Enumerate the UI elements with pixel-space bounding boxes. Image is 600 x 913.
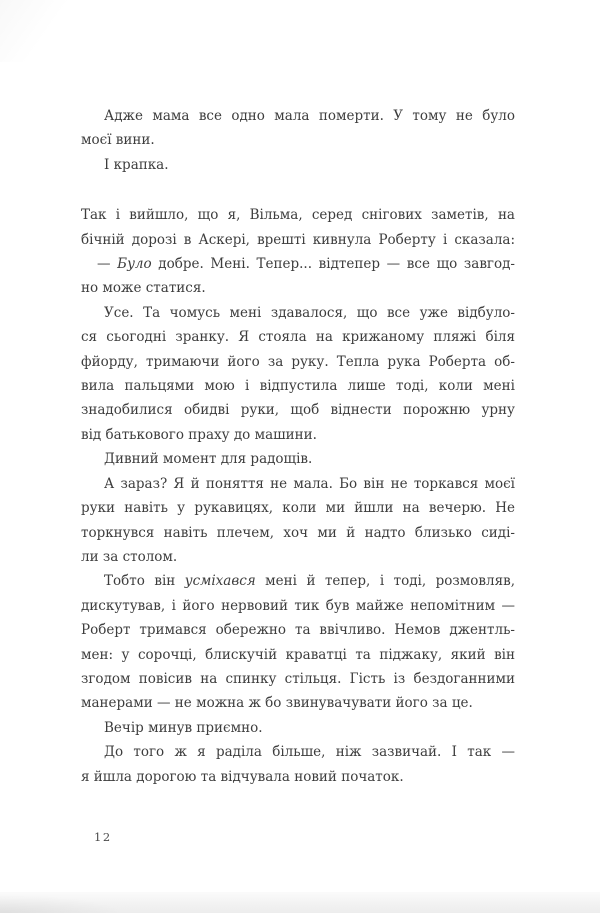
text-line — [81, 472, 515, 496]
text-segment: добре. Мені. Тепер... відтепер — все що завгод- — [151, 256, 515, 273]
paragraph — [81, 447, 515, 471]
text-line — [81, 228, 515, 252]
paragraph — [81, 472, 515, 570]
text-segment: Усе. Та чомусь мені здавалося, що все уже відбуло- — [104, 304, 515, 321]
text-line — [81, 643, 515, 667]
paragraph — [81, 203, 515, 252]
text-segment: Тобто він — [104, 573, 185, 590]
paragraph — [81, 716, 515, 740]
text-line — [81, 447, 515, 471]
text-line — [81, 618, 515, 642]
text-line — [81, 545, 515, 569]
text-segment: А зараз? Я й поняття не мала. Бо він не торкався моєї — [104, 475, 515, 492]
text-segment: фйорду, тримаючи його за руку. Тепла рука Роберта об- — [81, 353, 515, 370]
paragraph — [81, 252, 515, 301]
text-line — [81, 301, 515, 325]
paragraph — [81, 740, 515, 789]
text-segment: Адже мама все одно мала померти. У тому не було — [104, 108, 515, 124]
text-line — [81, 667, 515, 691]
text-segment: манерами — не можна ж бо звинувачувати його за це. — [81, 695, 473, 712]
text-segment: ли за столом. — [81, 548, 178, 565]
text-line — [81, 350, 515, 374]
paragraph — [81, 153, 515, 177]
italic-text: Було — [117, 256, 152, 273]
text-line — [81, 252, 515, 276]
text-line — [81, 716, 515, 740]
text-segment: — — [97, 256, 118, 273]
text-segment: І крапка. — [104, 156, 169, 173]
text-line — [81, 594, 515, 618]
text-segment: бічній дорозі в Аскері, врешті кивнула Роберту і сказала: — [81, 231, 515, 248]
text-line — [81, 325, 515, 349]
text-segment: мен: у сорочці, блискучій краватці та піджаку, який він — [81, 646, 515, 663]
text-segment: торкнувся навіть плечем, хоч ми й надто близько сиді- — [81, 524, 515, 541]
text-segment: від батькового праху до машини. — [81, 426, 317, 443]
page-edge-shadow-top-left — [0, 0, 85, 62]
text-line — [81, 521, 515, 545]
text-line — [81, 496, 515, 520]
text-line — [81, 765, 515, 789]
text-line — [81, 104, 515, 128]
text-segment: мені й тепер, і тоді, розмовляв, — [255, 573, 515, 590]
text-line — [81, 569, 515, 593]
paragraph — [81, 104, 515, 153]
text-segment: дискутував, і його нервовий тик був майже непомітним — — [81, 597, 515, 614]
text-line — [81, 740, 515, 764]
page-edge-shadow-bottom — [0, 892, 600, 913]
text-line — [81, 153, 515, 177]
italic-text: усміхався — [184, 573, 256, 590]
text-segment: Дивний момент для радощів. — [104, 451, 313, 468]
text-line — [81, 423, 515, 447]
text-segment: Так і вийшло, що я, Вільма, серед снігових заметів, на — [81, 207, 515, 224]
text-segment: вила пальцями мою і відпустила лише тоді, коли мені — [81, 378, 515, 395]
text-line — [81, 398, 515, 422]
page-text — [81, 104, 515, 789]
text-segment: руки навіть у рукавицях, коли ми йшли на вечерю. Не — [81, 500, 515, 517]
text-segment: моєї вини. — [81, 132, 155, 149]
text-segment: Вечір минув приємно. — [104, 719, 263, 736]
page-number: 12 — [94, 830, 112, 844]
text-line — [81, 128, 515, 152]
paragraph — [81, 301, 515, 447]
page-edge-shadow-bottom-left — [0, 887, 175, 913]
text-line — [81, 374, 515, 398]
text-segment: Роберт тримався обережно та ввічливо. Немов джентль- — [81, 622, 515, 639]
text-line — [81, 276, 515, 300]
text-segment: згодом повісив на спинку стільця. Гість із бездоганними — [81, 670, 515, 687]
text-line — [81, 203, 515, 227]
text-segment: ся сьогодні зранку. Я стояла на крижаному пляжі біля — [81, 329, 515, 346]
text-segment: я йшла дорогою та відчувала новий початок. — [81, 768, 404, 785]
text-segment: знадобилися обидві руки, щоб віднести порожню урну — [81, 402, 515, 419]
paragraph — [81, 569, 515, 715]
text-segment: но може статися. — [81, 280, 206, 297]
text-segment: До того ж я раділа більше, ніж зазвичай. І так — — [104, 744, 515, 761]
text-line — [81, 691, 515, 715]
